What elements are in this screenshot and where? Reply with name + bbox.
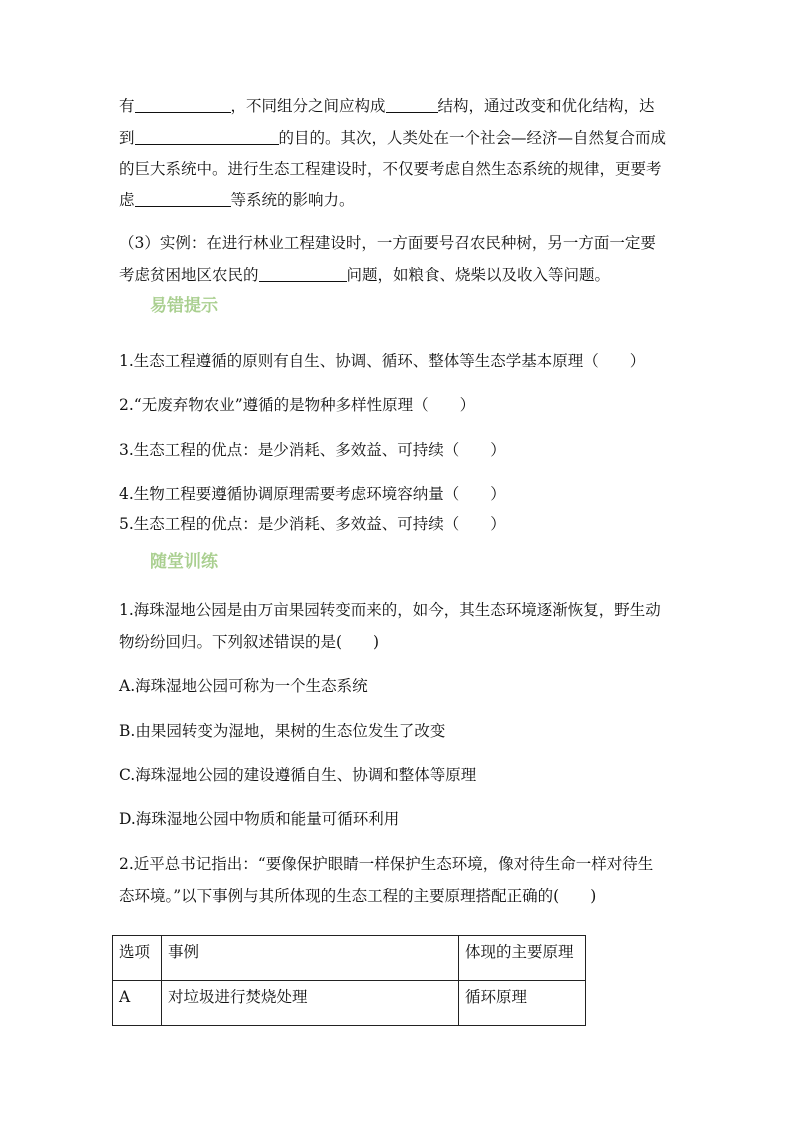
- fill-blank[interactable]: [135, 96, 231, 113]
- fill-blank[interactable]: [386, 96, 438, 113]
- passage-line-2: [119, 128, 666, 148]
- table-header-cell: 事例: [162, 936, 459, 981]
- answer-table: [112, 935, 586, 1026]
- text: ，不同组分之间应构成: [230, 97, 386, 115]
- question-2-line-1: 2.近平总书记指出：“要像保护眼睛一样保护生态环境，像对待生命一样对待生: [119, 855, 654, 873]
- fill-blank[interactable]: [135, 190, 231, 207]
- text: 考虑贫困地区农民的: [119, 266, 259, 284]
- passage-line-4: [119, 190, 355, 210]
- option-c[interactable]: C.海珠湿地公园的建设遵循自生、协调和整体等原理: [119, 766, 477, 784]
- table-header-cell: 体现的主要原理: [459, 936, 586, 981]
- section-heading-practice: 随堂训练: [150, 552, 218, 572]
- text: 虑: [119, 191, 135, 209]
- text: 有: [119, 97, 135, 115]
- text: 到: [119, 129, 135, 147]
- text: 的目的。其次，人类处在一个社会—经济—自然复合而成: [278, 129, 667, 147]
- judgment-item-1: 1.生态工程遵循的原则有自生、协调、循环、整体等生态学基本原理（ ）: [119, 352, 646, 370]
- table-header-row: [113, 936, 586, 981]
- option-a[interactable]: A.海珠湿地公园可称为一个生态系统: [119, 677, 368, 695]
- judgment-item-2: 2.“无废弃物农业”遵循的是物种多样性原理（ ）: [119, 396, 476, 414]
- text: 结构，通过改变和优化结构，达: [437, 97, 655, 115]
- table-row: [113, 981, 586, 1026]
- fill-blank[interactable]: [135, 128, 279, 145]
- passage-line-3: 的巨大系统中。进行生态工程建设时，不仅要考虑自然生态系统的规律，更要考: [119, 160, 662, 178]
- table-cell: 循环原理: [459, 981, 586, 1026]
- question-2-line-2: 态环境。”以下事例与其所体现的生态工程的主要原理搭配正确的( ): [119, 887, 597, 905]
- table-header-cell: 选项: [113, 936, 162, 981]
- passage-line-6: [119, 265, 610, 285]
- text: 问题，如粮食、烧柴以及收入等问题。: [346, 266, 611, 284]
- judgment-item-3: 3.生态工程的优点：是少消耗、多效益、可持续（ ）: [119, 441, 506, 459]
- passage-line-5: （3）实例：在进行林业工程建设时，一方面要号召农民种树，另一方面一定要: [119, 234, 656, 252]
- option-b[interactable]: B.由果园转变为湿地，果树的生态位发生了改变: [119, 722, 446, 740]
- judgment-item-4: 4.生物工程要遵循协调原理需要考虑环境容纳量（ ）: [119, 485, 506, 503]
- fill-blank[interactable]: [259, 265, 347, 282]
- question-1-line-2: 物纷纷回归。下列叙述错误的是( ): [119, 633, 380, 651]
- table-cell: 对垃圾进行焚烧处理: [162, 981, 459, 1026]
- passage-line-1: [119, 96, 655, 116]
- question-1-line-1: 1.海珠湿地公园是由万亩果园转变而来的，如今，其生态环境逐渐恢复，野生动: [119, 601, 661, 619]
- text: 等系统的影响力。: [230, 191, 355, 209]
- option-d[interactable]: D.海珠湿地公园中物质和能量可循环利用: [119, 810, 400, 828]
- section-heading-errors: 易错提示: [150, 296, 218, 316]
- table-cell: A: [113, 981, 162, 1026]
- judgment-item-5: 5.生态工程的优点：是少消耗、多效益、可持续（ ）: [119, 515, 506, 533]
